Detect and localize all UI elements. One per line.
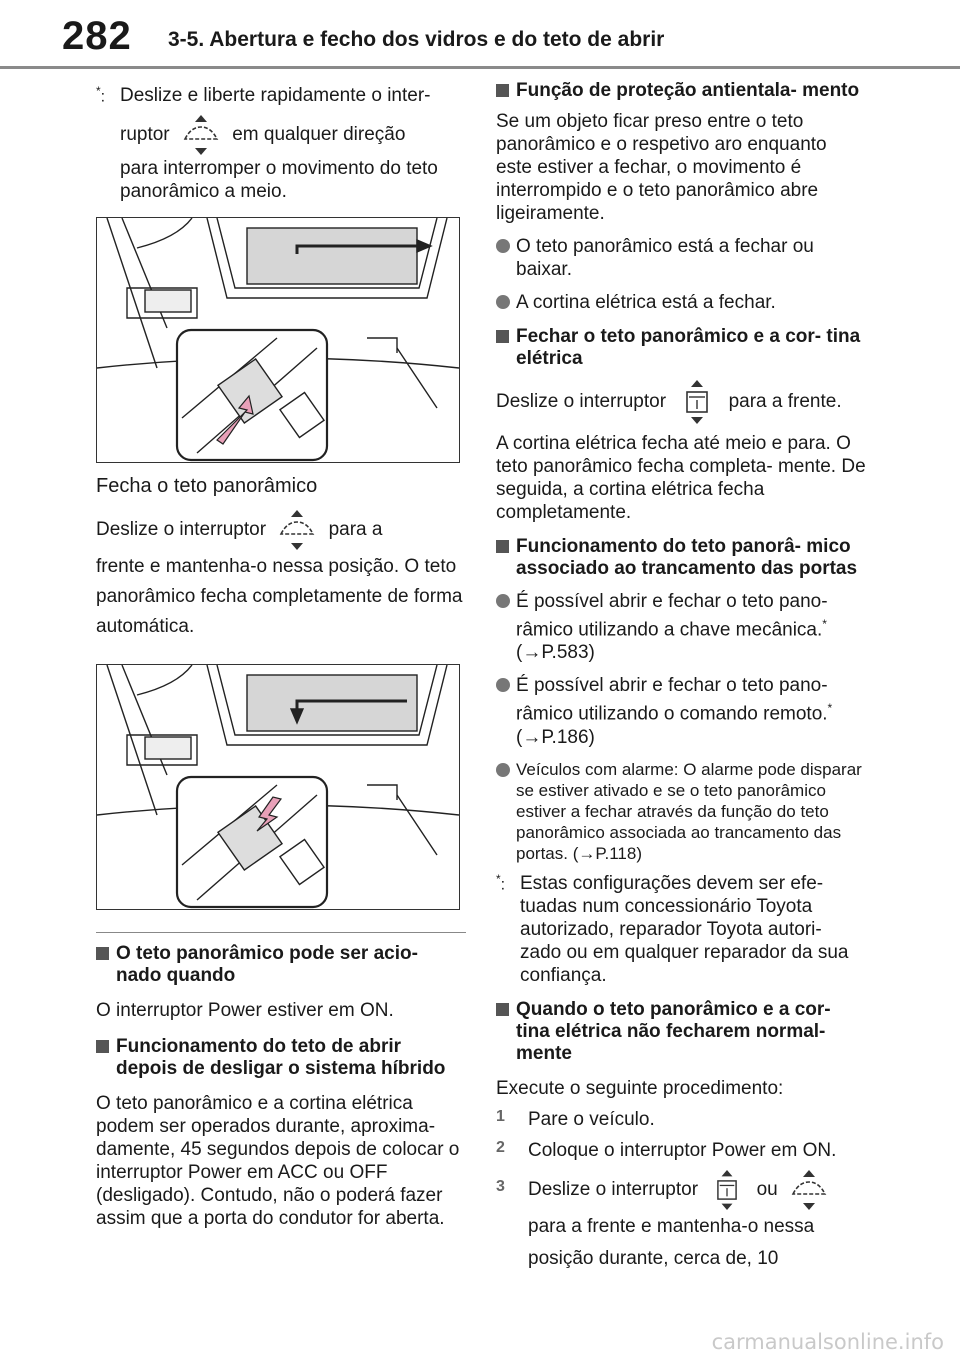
section-square-icon [496,84,509,97]
footnote-stop [96,84,466,107]
page-reference: (→P.186) [516,726,595,748]
section-heading-close-both: Fechar o teto panorâmico e a cor- tina elétrica [496,326,866,370]
header-rule [0,66,960,69]
section-square-icon [496,330,509,343]
bullet-icon [496,239,510,253]
tilt-switch-icon [179,113,223,157]
footnote-dealer: *: Estas configurações devem ser efe- tuadas num concessionário Toyota autorizado, reparador Toyota autori- zado ou em qualquer reparador da sua confiança. [496,871,849,986]
list-item: É possível abrir e fechar o teto pano- râmico utilizando o comando remoto.* (→P.186) [496,674,866,748]
section-heading-operable: O teto panorâmico pode ser acio- nado quando [96,943,466,987]
page-number: 282 [62,14,132,58]
section-heading-door-lock: Funcionamento do teto panorâ- mico associado ao trancamento das portas [496,536,866,580]
right-column [496,80,866,1276]
watermark: carmanualsonline.info [711,1330,944,1354]
bullet-icon [496,763,510,777]
list-item: Veículos com alarme: O alarme pode disparar se estiver ativado e se o teto panorâmico estiver a fechar através da função do teto panorâmico associada ao trancamento das portas. (→P.118) [496,759,866,864]
bullet-icon [496,594,510,608]
anti-pinch-text: Se um objeto ficar preso entre o teto panorâmico e o respetivo aro enquanto este estiver a fechar, o movimento é interrompido e o teto panorâmico abre ligeiramente. [496,111,827,224]
step-item: 2 Coloque o interruptor Power em ON. [496,1138,837,1161]
close-both-instruction: Deslize o interruptor para a frente. [496,378,866,426]
note-marker: *: [96,84,106,106]
close-instruction-text: frente e mantenha-o nessa posição. O teto panorâmico fecha completamente de forma automática. [96,556,463,637]
note-line-2: ruptor em qualquer direção [96,113,466,157]
step-item: 3 Deslize o interruptor ou para a frente e mantenha-o nessa posição durante, cerca de, 10 [496,1168,866,1276]
figure-caption: Fecha o teto panorâmico [96,475,318,497]
slide-switch-icon [675,378,719,426]
section-heading-after-off: Funcionamento do teto de abrir depois de desligar o sistema híbrido [96,1036,466,1080]
bullet-icon [496,678,510,692]
list-item: É possível abrir e fechar o teto pano- râmico utilizando a chave mecânica.* (→P.583) [496,590,866,664]
section-square-icon [96,947,109,960]
note-line-1: Deslize e liberte rapidamente o inter- [120,85,431,106]
figure-open-roof [96,217,460,463]
bullet-icon [496,295,510,309]
operable-text: O interruptor Power estiver em ON. [96,1000,394,1021]
section-square-icon [96,1040,109,1053]
section-title: 3-5. Abertura e fecho dos vidros e do teto de abrir [168,28,665,51]
list-item: A cortina elétrica está a fechar. [496,291,866,314]
section-heading-anti-pinch: Função de proteção antientala- mento [496,80,866,102]
list-item: O teto panorâmico está a fechar ou baixar. [496,235,866,281]
tilt-switch-icon [275,508,319,552]
after-off-text: O teto panorâmico e a cortina elétrica podem ser operados durante, aproxima- damente, 45 segundos depois de colocar o interruptor Power em ACC ou OFF (desligado). Contudo, não o poderá fazer assim que a porta do condutor for aberta. [96,1093,460,1229]
section-separator [96,932,466,933]
section-heading-not-closing: Quando o teto panorâmico e a cor- tina elétrica não fecharem normal- mente [496,999,866,1065]
close-instruction-line1: Deslize o interruptor para a [96,508,466,552]
slide-switch-icon [707,1168,747,1212]
figure-close-roof [96,664,460,910]
section-square-icon [496,1003,509,1016]
close-both-text: A cortina elétrica fecha até meio e para. O teto panorâmico fecha completa- mente. De seguida, a cortina elétrica fecha completamente. [496,433,866,523]
page-reference: (→P.583) [516,642,595,664]
section-square-icon [496,540,509,553]
tilt-switch-icon [787,1168,831,1212]
left-column [96,84,466,1230]
procedure-intro: Execute o seguinte procedimento: [496,1077,784,1099]
page-header [0,0,960,62]
note-line-3: para interromper o movimento do teto panorâmico a meio. [120,158,438,202]
note-marker: *: [496,871,506,893]
roof-illustration-2 [97,665,459,909]
roof-illustration-1 [97,218,459,462]
step-item: 1 Pare o veículo. [496,1107,655,1130]
